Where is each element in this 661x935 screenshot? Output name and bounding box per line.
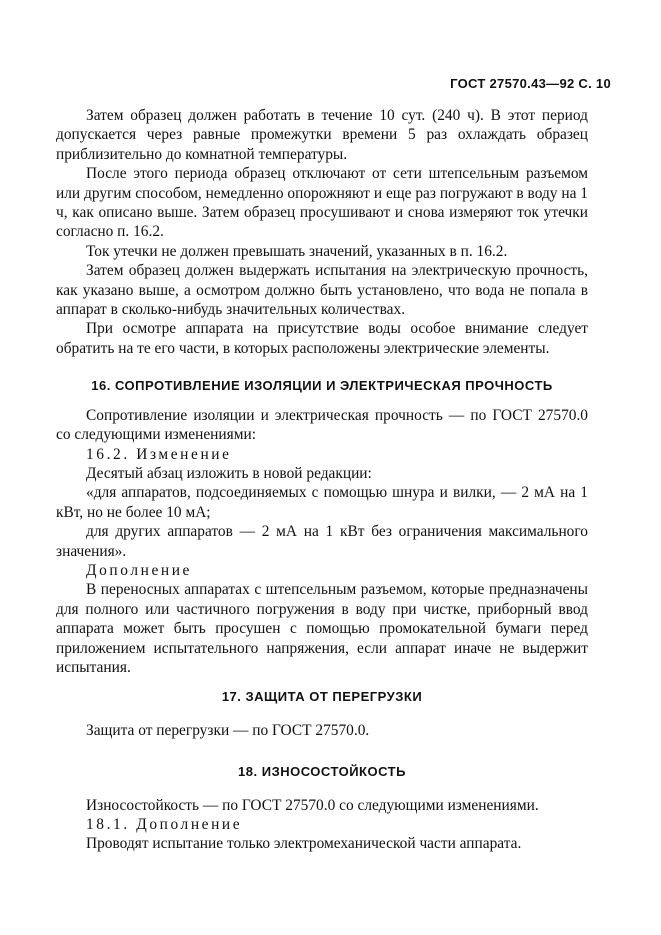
section-16-sub-label: 16.2. Изменение — [86, 445, 232, 463]
section-17-title: 17. ЗАЩИТА ОТ ПЕРЕГРУЗКИ — [221, 689, 423, 705]
intro-paragraph-3: Ток утечки не должен превышать значений, указанных в п. 16.2. — [86, 242, 508, 260]
section-16-paragraph-2: Десятый абзац изложить в новой редакции: — [86, 464, 372, 482]
section-16-addition-label: Дополнение — [86, 561, 192, 579]
section-18-paragraph-1: Износостойкость — по ГОСТ 27570.0 со следующими изменениями. — [86, 796, 539, 814]
section-18-sub-label: 18.1. Дополнение — [86, 816, 243, 833]
section-16-paragraph-5: В переносных аппаратах с штепсельным разъемом, которые предназначены для полного или частичного погружения в воду при чистке, приборный ввод аппарата может быть просушен с помощью промокательной бумаги перед приложением испытательного напряжения, если аппарат иначе не выдержит испытания. — [56, 581, 588, 676]
intro-paragraph-4: Затем образец должен выдержать испытания на электрическую прочность, как указано выше, а осмотром должно быть установлено, что вода не попала в аппарат в сколько-нибудь значительных количествах. — [56, 262, 588, 319]
intro-paragraph-2: После этого периода образец отключают от сети штепсельным разъемом или другим способом, немедленно опорожняют и еще раз погружают в воду на 1 ч, как описано выше. Затем образец просушивают и снова измеряют ток утечки согласно п. 16.2. — [56, 165, 588, 241]
section-18-paragraph-2: Проводят испытание только электромеханической части аппарата. — [86, 835, 522, 853]
intro-paragraph-5: При осмотре аппарата на присутствие воды особое внимание следует обратить на те его части, в которых расположены электрические элементы. — [56, 320, 588, 357]
page-content — [56, 106, 588, 854]
section-16-paragraph-1: Сопротивление изоляции и электрическая прочность — по ГОСТ 27570.0 со следующими изменениями: — [56, 406, 588, 444]
section-16-title: 16. СОПРОТИВЛЕНИЕ ИЗОЛЯЦИИ И ЭЛЕКТРИЧЕСКАЯ ПРОЧНОСТЬ — [91, 378, 553, 394]
section-17-paragraph-1: Защита от перегрузки — по ГОСТ 27570.0. — [86, 721, 370, 739]
page-header: ГОСТ 27570.43—92 С. 10 — [450, 76, 611, 91]
intro-paragraph-1: Затем образец должен работать в течение 10 сут. (240 ч). В этот период допускается через равные промежутки времени 5 раз охлаждать образец приблизительно до комнатной температуры. — [56, 107, 588, 163]
section-16-paragraph-3: «для аппаратов, подсоединяемых с помощью шнура и вилки, — 2 мА на 1 кВт, но не более 10 мА; — [56, 484, 588, 521]
section-16-paragraph-4: для других аппаратов — 2 мА на 1 кВт без ограничения максимального значения». — [56, 523, 588, 560]
section-18-title: 18. ИЗНОСОСТОЙКОСТЬ — [238, 764, 406, 780]
